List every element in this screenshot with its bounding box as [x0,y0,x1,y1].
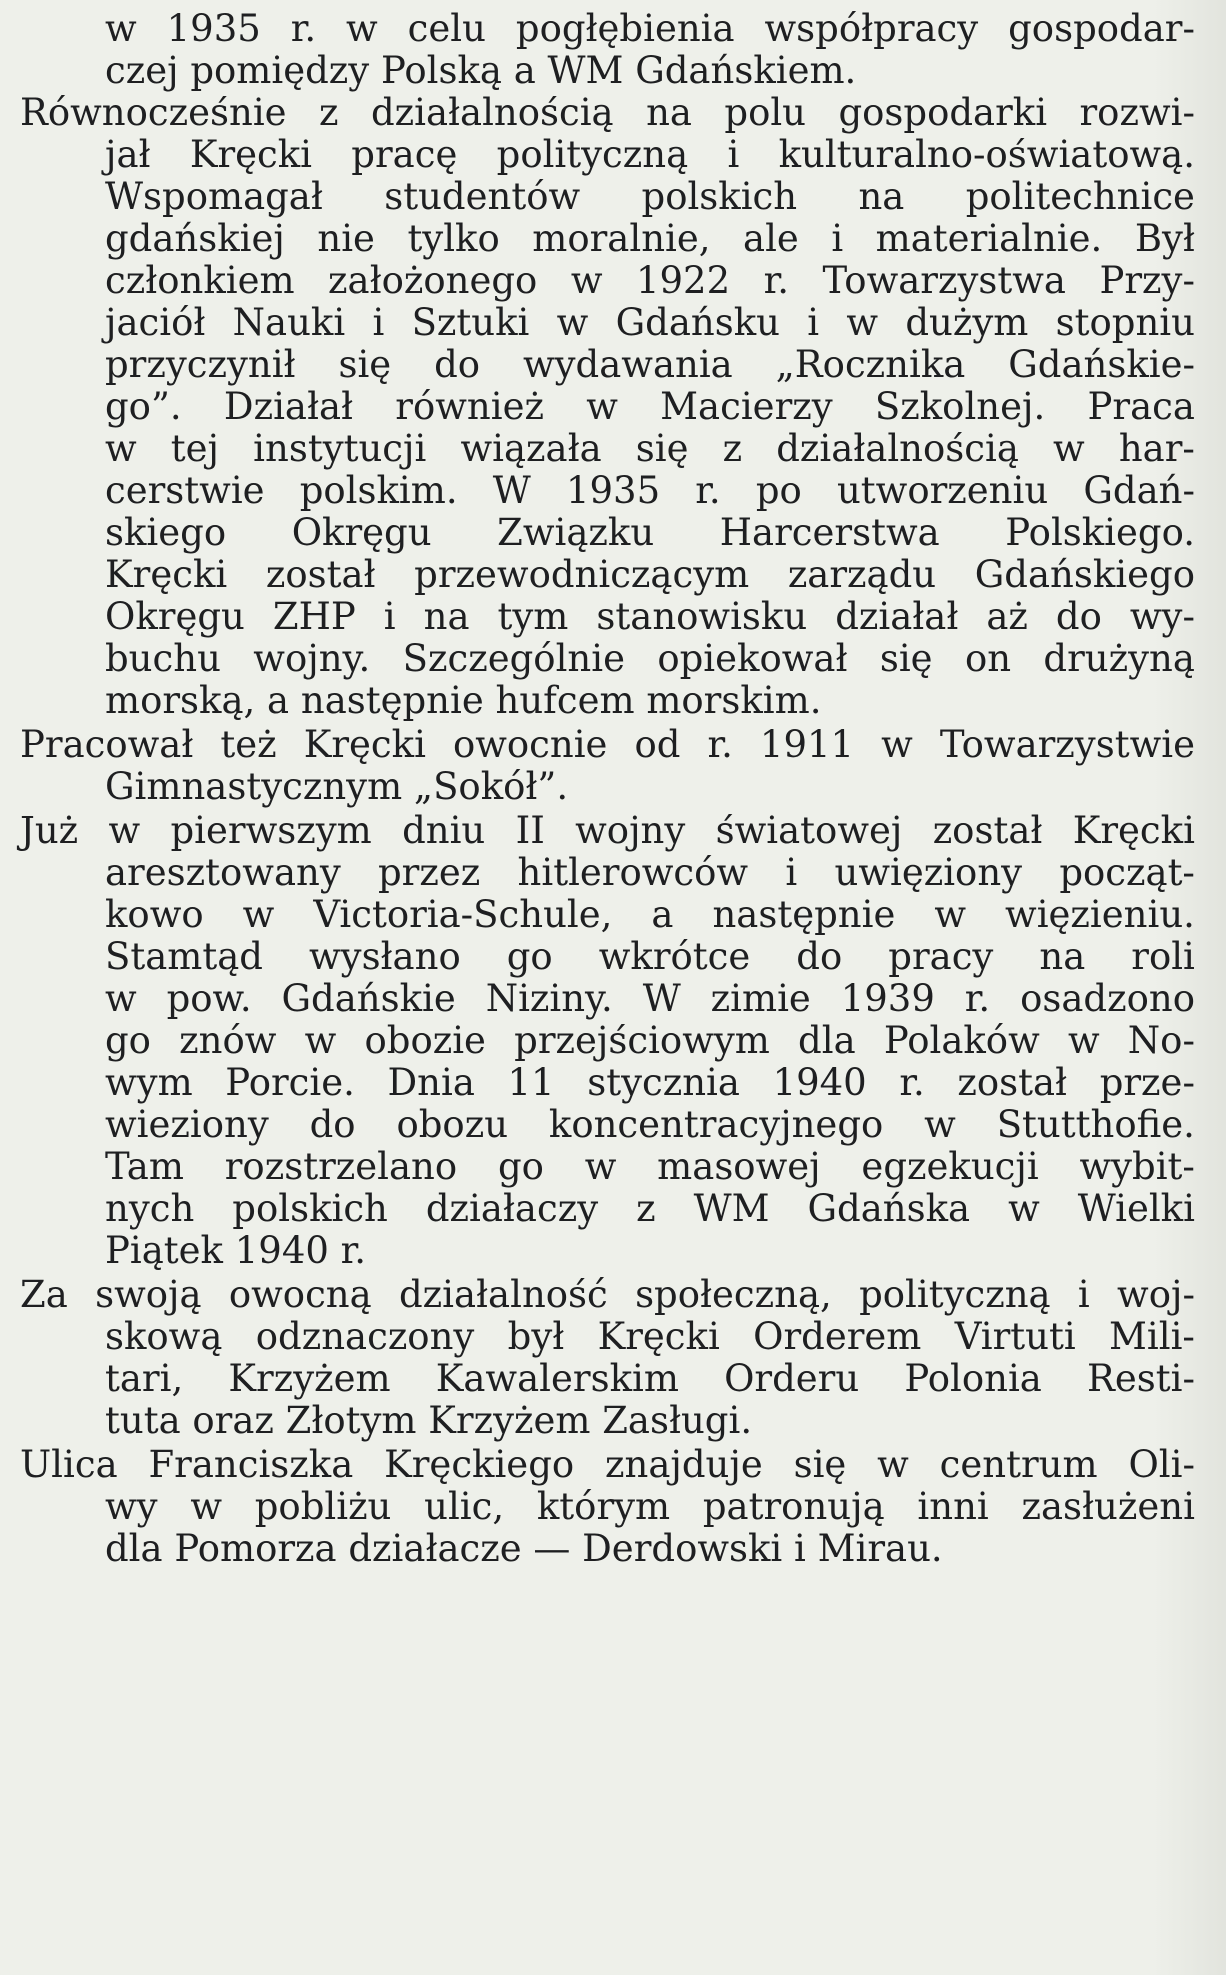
word: w [877,1443,909,1486]
word: 1911 [759,723,855,766]
word: aż [986,595,1028,638]
word: Szczególnie [402,637,625,680]
word: pracy [888,935,994,978]
word: z [319,91,339,134]
word: społeczną, [635,1273,832,1316]
word: więzieniu. [1005,893,1195,936]
word: od [634,723,681,766]
word: działalnością [370,91,614,134]
word: w [105,427,137,470]
word: 1922 [635,259,731,302]
word: stanowisku [596,595,808,638]
word: i [372,301,385,344]
word: gospodar- [1008,7,1195,50]
word: Kręckiego [384,1443,575,1486]
word: Krzyżem [228,1357,391,1400]
word: 1935 [565,469,661,512]
word: współpracy [764,7,979,50]
word: go [506,935,553,978]
word: on [964,637,1012,680]
word: drużyną [1043,637,1195,680]
word: r. [763,259,790,302]
word: w [1053,427,1085,470]
word: wiązała [460,427,602,470]
word: moralnie, [532,217,711,260]
word: i [383,595,396,638]
word: Okręgu [291,511,432,554]
word: dla [798,1019,856,1062]
word: kulturalno-oświatową. [778,133,1195,176]
word: polityczną [859,1273,1051,1316]
word: materialnie. [875,217,1103,260]
word: Gdańska [807,1187,971,1230]
word: Związku [497,511,655,554]
word: następnie [712,893,896,936]
word: Wspomagał [105,175,323,218]
word: znajduje [605,1443,763,1486]
word: Kręcki [1072,809,1195,852]
word: Przy- [1099,259,1195,302]
word: Gdańsku [615,301,780,344]
word: Polonia [904,1357,1042,1400]
word: pogłębienia [515,7,735,50]
word: W [642,977,681,1020]
word: koncentracyjnego [548,1103,884,1146]
word: Mili- [1109,1315,1195,1358]
word: zasłużeni [1021,1485,1195,1528]
word: Orderu [724,1357,860,1400]
word: nie [317,217,375,260]
word: nych [105,1187,195,1230]
word: go [105,1019,151,1062]
word: na [423,595,470,638]
word: na [646,91,692,134]
word: działalność [398,1273,608,1316]
word: wojny [575,809,686,852]
word: wym [105,1061,193,1104]
word: w [556,301,589,344]
word: stopniu [1055,301,1195,344]
text-line: morską, a następnie hufcem morskim. [105,679,822,722]
word: został [265,553,376,596]
word: ZHP [272,595,356,638]
word: 11 [507,1061,555,1104]
word: II [515,809,545,852]
word: pow. [166,977,252,1020]
word: Gdańskie- [1008,343,1195,386]
word: Równocześnie [20,91,287,134]
word: r. [964,977,991,1020]
word: do [309,1103,356,1146]
word: r. [695,469,721,512]
word: przyczynił [105,343,296,386]
word: i [831,217,844,260]
word: utworzeniu [836,469,1049,512]
word: w [586,385,618,428]
word: Praca [1087,385,1195,428]
word: pracę [351,133,458,176]
word: się [793,1443,847,1486]
word: zarządu [787,553,937,596]
text-line: czej pomiędzy Polską a WM Gdańskiem. [105,49,857,92]
word: osadzono [1020,977,1195,1020]
word: Działał [223,385,354,428]
text-line: Piątek 1940 r. [105,1229,367,1272]
word: założonego [328,259,538,302]
word: inni [917,1485,989,1528]
word: r. [290,7,317,50]
word: polu [724,91,807,134]
word: Harcerstwa [719,511,940,554]
word: tym [497,595,569,638]
word: masowej [657,1145,821,1188]
word: obozie [364,1019,486,1062]
word: W [492,469,531,512]
word: działał [835,595,959,638]
word: r. [899,1061,925,1104]
word: celu [407,7,486,50]
word: do [796,935,843,978]
word: skową [105,1315,223,1358]
word: wkrótce [598,935,751,978]
word: pobliżu [254,1485,392,1528]
word: go [497,1145,544,1188]
word: się [879,637,933,680]
word: został [932,809,1043,852]
word: w [570,259,603,302]
word: har- [1118,427,1195,470]
word: 1940 [772,1061,867,1104]
word: ulic, [424,1485,505,1528]
word: Za [20,1273,68,1316]
word: w [105,7,137,50]
word: Virtuti [954,1315,1076,1358]
word: owocną [228,1273,372,1316]
word: Niziny. [485,977,613,1020]
word: tylko [407,217,500,260]
word: w [1008,1187,1040,1230]
word: Dnia [387,1061,475,1104]
word: wojny. [253,637,371,680]
word: polityczną [496,133,689,176]
word: obozu [396,1103,509,1146]
word: gdańskiej [105,217,285,260]
word: w [190,1485,222,1528]
word: swoją [95,1273,202,1316]
word: 1939 [840,977,935,1020]
word: Porcie. [225,1061,355,1104]
word: Oli- [1128,1443,1195,1486]
word: centrum [939,1443,1098,1486]
word: Macierzy [660,385,833,428]
word: Stutthofie. [996,1103,1195,1146]
word: Polaków [883,1019,1040,1062]
word: Okręgu [105,595,245,638]
word: a [651,893,674,936]
word: był [507,1315,565,1358]
word: przewodniczącym [414,553,750,596]
word: Towarzystwa [822,259,1066,302]
word: r. [707,723,733,766]
word: w [105,977,137,1020]
word: w [1067,1019,1100,1062]
word: egzekucji [861,1145,1039,1188]
word: No- [1127,1019,1195,1062]
word: i [785,851,798,894]
word: prze- [1099,1061,1195,1104]
word: w [881,723,913,766]
word: owocnie [452,723,608,766]
word: Był [1134,217,1195,260]
word: Pracował [20,723,194,766]
word: Już [20,809,79,852]
word: Resti- [1087,1357,1195,1400]
word: dniu [402,809,486,852]
word: go”. [105,385,182,428]
word: uwięziony [834,851,1023,894]
word: jaciół [105,301,206,344]
word: tej [170,427,220,470]
word: Polskiego. [1005,511,1195,554]
word: Stamtąd [105,935,263,978]
word: hitlerowców [517,851,749,894]
word: został [957,1061,1068,1104]
word: Kręcki [105,553,228,596]
word: członkiem [105,259,295,302]
word: i [727,133,740,176]
word: zimie [710,977,811,1020]
word: Gdańskie [281,977,456,1020]
word: „Rocznika [775,343,966,386]
word: skiego [105,511,227,554]
word: instytucji [253,427,427,470]
word: w [584,1145,617,1188]
word: jał [105,133,151,176]
word: światowej [715,809,903,852]
word: w [108,809,141,852]
word: Tam [105,1145,184,1188]
word: do [1055,595,1102,638]
word: i [807,301,820,344]
word: w [346,7,378,50]
word: Victoria-Schule, [313,893,613,936]
word: dużym [905,301,1029,344]
word: Kawalerskim [435,1357,679,1400]
text-line: tuta oraz Złotym Krzyżem Zasługi. [105,1399,753,1442]
word: Ulica [20,1443,118,1486]
word: polskich [232,1187,388,1230]
word: w [242,893,275,936]
word: opiekował [657,637,848,680]
text-line: dla Pomorza działacze — Derdowski i Mirau. [105,1527,943,1570]
word: buchu [105,637,221,680]
word: Gdań- [1083,469,1195,512]
word: się [635,427,689,470]
word: roli [1131,935,1195,978]
word: przejściowym [514,1019,770,1062]
word: woj- [1117,1273,1195,1316]
word: Kręcki [303,723,426,766]
word: się [338,343,392,386]
word: cerstwie [105,469,265,512]
word: do [434,343,481,386]
word: w [846,301,879,344]
word: stycznia [587,1061,740,1104]
word: Sztuki [411,301,530,344]
word: działalnością [776,427,1019,470]
word: wieziony [105,1103,269,1146]
word: znów [179,1019,277,1062]
word: na [858,175,905,218]
word: Franciszka [148,1443,354,1486]
word: gospodarki [838,91,1048,134]
word: również [395,385,544,428]
word: z [722,427,743,470]
word: z [636,1187,656,1230]
word: Kręcki [189,133,313,176]
word: w [934,893,967,936]
word: Gdańskiego [974,553,1195,596]
word: polskim. [299,469,458,512]
word: działaczy [425,1187,599,1230]
word: w [304,1019,337,1062]
word: wysłano [309,935,461,978]
word: aresztowany [105,851,341,894]
word: wy [105,1485,158,1528]
word: studentów [384,175,581,218]
word: kowo [105,893,204,936]
word: Wielki [1077,1187,1195,1230]
word: którym [536,1485,671,1528]
word: i [1077,1273,1090,1316]
word: Kręcki [597,1315,720,1358]
word: począt- [1059,851,1195,894]
word: Orderem [753,1315,922,1358]
word: WM [693,1187,770,1230]
word: rozstrzelano [224,1145,458,1188]
word: politechnice [965,175,1195,218]
word: na [1039,935,1086,978]
text-line: Gimnastycznym „Sokół”. [105,765,569,808]
word: odznaczony [255,1315,475,1358]
word: wy- [1129,595,1195,638]
word: przez [378,851,481,894]
word: w [924,1103,956,1146]
word: ale [743,217,799,260]
word: wybit- [1079,1145,1195,1188]
word: wydawania [522,343,733,386]
word: pierwszym [170,809,372,852]
word: też [220,723,277,766]
word: Nauki [232,301,346,344]
word: 1935 [166,7,261,50]
word: patronują [702,1485,885,1528]
word: po [755,469,802,512]
word: rozwi- [1079,91,1195,134]
word: Towarzystwie [939,723,1195,766]
word: Szkolnej. [874,385,1046,428]
word: polskich [641,175,798,218]
word: tari, [105,1357,184,1400]
